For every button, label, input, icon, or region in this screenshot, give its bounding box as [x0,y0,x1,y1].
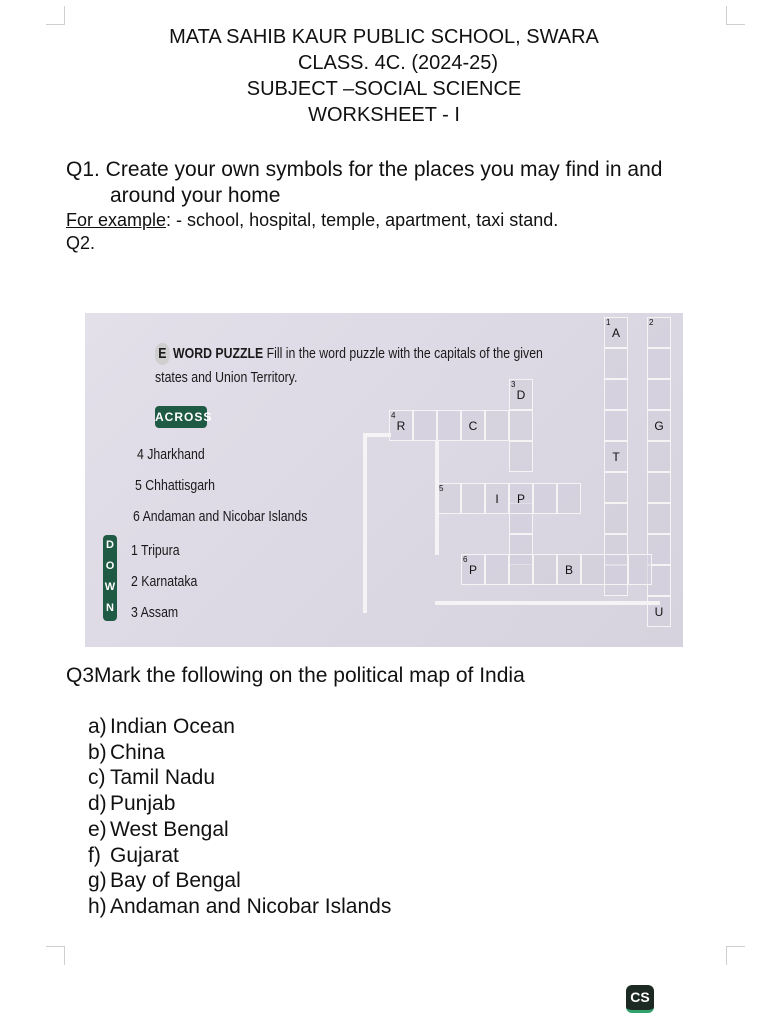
question-1-line-2: around your home [110,184,281,207]
grid-cell [604,554,628,585]
camscanner-logo-icon: CS [626,985,654,1013]
grid-cell [628,554,652,585]
down-letter-d: D [106,539,114,551]
across-clue-5: 5 Chhattisgarh [135,477,216,494]
question-3-list [88,714,391,920]
grid-cell: 1 A [604,317,628,348]
corner-mark-top-right [726,6,745,25]
down-letter-o: O [105,560,115,572]
list-item: a) Indian Ocean [88,715,235,738]
example-text: : - school, hospital, temple, apartment, taxi stand. [166,210,559,230]
grid-cell: G [647,410,671,441]
across-clue-4: 4 Jharkhand [137,446,205,463]
list-item: e) West Bengal [88,817,229,841]
across-clue-6: 6 Andaman and Nicobar Islands [133,508,308,525]
grid-cell [604,410,628,441]
grid-line [363,433,367,613]
grid-line [435,601,660,605]
grid-line [363,433,391,437]
grid-cell [604,348,628,379]
worksheet-title: WORKSHEET - I [308,104,460,126]
list-item: h) Andaman and Nicobar Islands [88,894,392,918]
grid-cell: 6 P [461,554,485,585]
corner-mark-bottom-left [46,946,65,965]
grid-line [435,441,439,555]
down-clue-2: 2 Karnataka [131,573,198,590]
grid-cell [604,503,628,534]
grid-cell [647,379,671,410]
grid-cell: I [485,483,509,514]
grid-cell [485,554,509,585]
grid-cell: T [604,441,628,472]
grid-cell [647,441,671,472]
example-label: For example [66,210,167,230]
puzzle-title: WORD PUZZLE [173,345,264,362]
worksheet-header [0,24,768,128]
grid-cell [509,554,533,585]
grid-cell [533,483,557,514]
grid-cell [509,410,533,441]
grid-cell [485,410,509,441]
corner-mark-top-left [46,6,65,25]
word-puzzle-image [85,313,683,647]
list-item: d) Punjab [88,792,176,816]
puzzle-heading [155,343,543,365]
list-item: f) Gujarat [88,843,179,867]
grid-cell [647,503,671,534]
grid-cell: 4 R [389,410,413,441]
grid-cell: 5 [437,483,461,514]
corner-mark-bottom-right [726,946,745,965]
down-clue-1: 1 Tripura [131,542,180,559]
grid-cell: 3 D [509,379,533,410]
grid-cell [509,441,533,472]
grid-cell [581,554,605,585]
question-1-example [66,209,558,232]
subject-line: SUBJECT –SOCIAL SCIENCE [246,78,522,100]
puzzle-badge: E [155,343,170,365]
list-item: b) China [88,740,165,764]
grid-cell [437,410,461,441]
grid-cell [413,410,437,441]
question-1 [66,157,662,209]
down-letter-w: W [104,581,116,593]
list-item: c) Tamil Nadu [88,766,216,790]
grid-cell [604,379,628,410]
school-name: MATA SAHIB KAUR PUBLIC SCHOOL, SWARA [169,26,599,48]
grid-cell: P [509,483,533,514]
grid-cell [461,483,485,514]
grid-cell: U [647,596,671,627]
grid-cell [533,554,557,585]
down-clue-3: 3 Assam [131,604,179,621]
grid-cell [557,483,581,514]
down-letter-n: N [106,602,114,614]
grid-cell: 2 [647,317,671,348]
puzzle-instruction: Fill in the word puzzle with the capitals of the given [266,345,543,362]
question-3-prompt: Q3Mark the following on the political map of India [66,664,525,687]
class-line: CLASS. 4C. (2024-25) [297,52,499,74]
question-2-label: Q2. [66,233,96,253]
down-label [103,535,117,621]
list-item: g) Bay of Bengal [88,869,241,893]
puzzle-instruction-2: states and Union Territory. [155,369,298,386]
across-label: ACROSS [155,406,207,428]
grid-cell [647,472,671,503]
grid-cell: B [557,554,581,585]
question-1-line-1: Q1. Create your own symbols for the places you may find in and [66,158,663,181]
grid-cell: C [461,410,485,441]
grid-cell [647,348,671,379]
grid-cell [604,472,628,503]
